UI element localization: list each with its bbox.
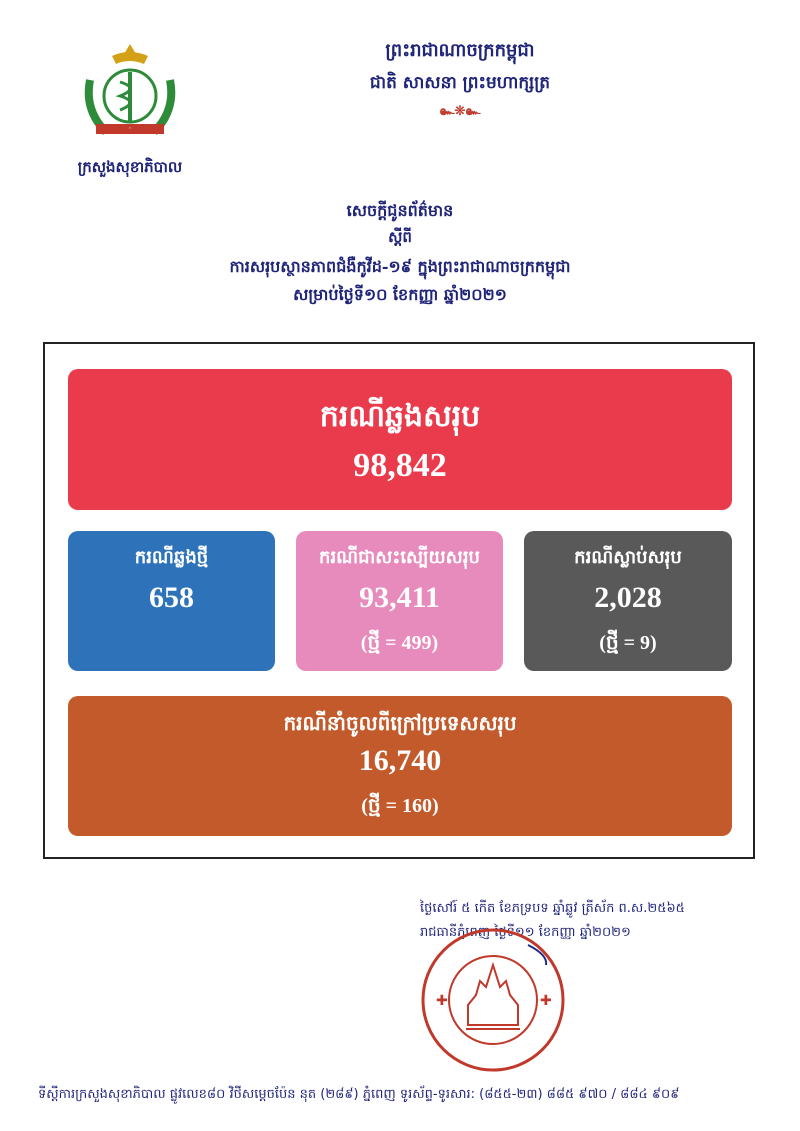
total-cases-card <box>68 369 732 510</box>
deaths-label: ករណីស្លាប់សរុប <box>574 547 682 568</box>
svg-text:✚: ✚ <box>436 993 448 1009</box>
title-about: ស្តីពី <box>388 228 412 246</box>
imported-value: 16,740 <box>358 744 442 777</box>
new-cases-value: 658 <box>149 581 194 614</box>
deaths-card <box>524 531 732 671</box>
solar-date: រាជធានីភ្នំពេញ ថ្ងៃទី១១ ខែកញ្ញា ឆ្នាំ២០២១ <box>420 925 631 940</box>
title-date: សម្រាប់ថ្ងៃទី១០ ខែកញ្ញា ឆ្នាំ២០២១ <box>293 285 507 304</box>
footer-address: ទីស្តីការក្រសួងសុខាភិបាល ផ្លូវលេខ៨០ វិថីសម្តេចប៉ែន នុត (២៨៩) ភ្នំពេញ ទូរស័ព្ទ-ទូរសារ: (៨៥៥-២៣) ៨៨៥ ៩៧០ / ៨៨៤ ៩០៩ <box>38 1087 680 1102</box>
recovered-new: (ថ្មី = 499) <box>360 632 439 654</box>
recovered-value: 93,411 <box>359 581 440 614</box>
total-cases-label: ករណីឆ្លងសរុប <box>319 399 481 434</box>
press-release-title: សេចក្តីជូនព័ត៌មាន <box>346 201 454 220</box>
svg-text:✚: ✚ <box>540 993 552 1009</box>
recovered-card <box>296 531 503 671</box>
ministry-logo <box>70 40 190 150</box>
imported-cases-card <box>68 696 732 836</box>
imported-label: ករណីនាំចូលពីក្រៅប្រទេសសរុប <box>283 711 517 735</box>
national-motto: ជាតិ សាសនា ព្រះមហាក្សត្រ <box>369 73 551 93</box>
new-cases-label: ករណីឆ្លងថ្មី <box>134 547 209 568</box>
new-cases-card <box>68 531 275 671</box>
total-cases-value: 98,842 <box>353 447 447 484</box>
deaths-value: 2,028 <box>594 581 662 614</box>
official-seal <box>418 925 568 1075</box>
imported-new: (ថ្មី = 160) <box>361 795 439 817</box>
svg-text:ᵔ: ᵔ <box>128 126 132 134</box>
kingdom-heading: ព្រះរាជាណាចក្រកម្ពុជា <box>385 40 535 61</box>
recovered-label: ករណីជាសះស្បើយសរុប <box>319 547 480 568</box>
deaths-new: (ថ្មី = 9) <box>599 632 657 654</box>
ornament-divider: ๛❊๛ <box>439 104 481 119</box>
title-subject: ការសរុបស្ថានភាពជំងឺកូវីដ-១៩ ក្នុងព្រះរាជាណាចក្រកម្ពុជា <box>229 257 571 276</box>
ministry-name: ក្រសួងសុខាភិបាល <box>77 158 183 176</box>
lunar-date: ថ្ងៃសៅរ៍ ៥ កើត ខែភទ្របទ ឆ្នាំឆ្លូវ ត្រីស័ក ព.ស.២៥៦៥ <box>420 901 685 916</box>
